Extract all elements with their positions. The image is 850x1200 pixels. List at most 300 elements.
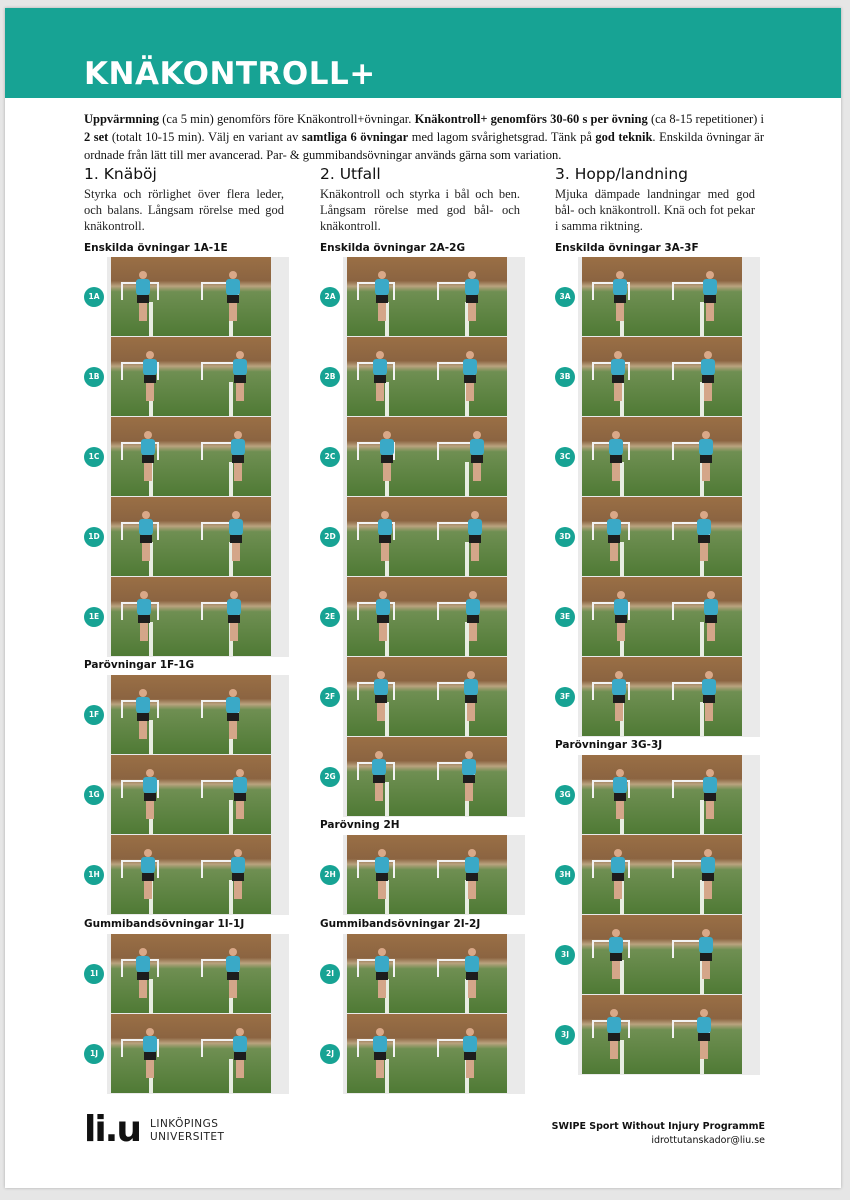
athlete-shorts: [227, 972, 239, 980]
athlete-shorts: [230, 535, 242, 543]
athlete-figure: [136, 591, 152, 641]
footer-contact: [525, 1120, 765, 1148]
athlete-figure: [698, 929, 714, 979]
athlete-legs: [236, 1060, 244, 1078]
exercise-photo: [582, 657, 662, 736]
exercise-photo: [347, 835, 427, 914]
exercise-badge: 1E: [84, 607, 104, 627]
section-label: Parövning 2H: [320, 819, 400, 831]
athlete-legs: [383, 463, 391, 481]
athlete-head: [146, 351, 154, 359]
athlete-figure: [613, 591, 629, 641]
exercise-row: [88, 755, 289, 834]
exercise-photo: [662, 995, 742, 1074]
athlete-shorts: [377, 615, 389, 623]
exercise-panel: [559, 257, 760, 737]
athlete-shorts: [137, 713, 149, 721]
athlete-shirt: [137, 599, 151, 615]
exercise-badge: 2C: [320, 447, 340, 467]
exercise-photo: [191, 755, 271, 834]
exercise-photo: [111, 934, 191, 1013]
column-description: Styrka och rörlighet över flera leder, och balans. Långsam rörelse med god knäkontroll.: [84, 187, 284, 233]
athlete-figure: [230, 431, 246, 481]
section-label: Parövningar 1F-1G: [84, 659, 195, 671]
athlete-shirt: [375, 279, 389, 295]
athlete-figure: [135, 948, 151, 998]
athlete-shirt: [611, 857, 625, 873]
athlete-head: [473, 431, 481, 439]
athlete-shorts: [232, 455, 244, 463]
athlete-shorts: [704, 793, 716, 801]
exercise-row: [560, 915, 760, 994]
exercise-row: [88, 835, 289, 914]
exercise-badge: 3D: [555, 527, 575, 547]
exercise-photo: [111, 257, 191, 336]
athlete-shirt: [375, 857, 389, 873]
exercise-photo: [191, 1014, 271, 1093]
athlete-legs: [615, 703, 623, 721]
intro-bold-7: samtliga 6 övningar: [301, 130, 409, 144]
exercise-row: [88, 417, 289, 496]
exercise-photo: [111, 417, 191, 496]
exercise-row: [324, 577, 525, 656]
university-logo: [84, 1109, 225, 1150]
exercise-row: [89, 934, 289, 1013]
athlete-figure: [374, 948, 390, 998]
exercise-photo: [582, 257, 662, 336]
exercise-photo: [427, 497, 507, 576]
athlete-legs: [469, 623, 477, 641]
athlete-shirt: [376, 599, 390, 615]
athlete-shirt: [470, 439, 484, 455]
athlete-shorts: [700, 953, 712, 961]
athlete-shirt: [231, 857, 245, 873]
athlete-shorts: [698, 1033, 710, 1041]
athlete-legs: [378, 980, 386, 998]
athlete-legs: [468, 881, 476, 899]
athlete-figure: [462, 1028, 478, 1078]
athlete-shorts: [463, 775, 475, 783]
athlete-figure: [232, 769, 248, 819]
athlete-figure: [612, 271, 628, 321]
athlete-figure: [610, 351, 626, 401]
exercise-photo: [111, 497, 191, 576]
exercise-badge: 2G: [320, 767, 340, 787]
athlete-legs: [139, 721, 147, 739]
section-label: Enskilda övningar 1A-1E: [84, 242, 228, 254]
exercise-badge: 3F: [555, 687, 575, 707]
athlete-shorts: [610, 455, 622, 463]
athlete-figure: [700, 849, 716, 899]
athlete-figure: [379, 431, 395, 481]
athlete-legs: [468, 303, 476, 321]
athlete-shirt: [466, 599, 480, 615]
exercise-photo: [662, 337, 742, 416]
exercise-photo: [582, 995, 662, 1074]
exercise-badge: 3I: [555, 945, 575, 965]
athlete-head: [230, 591, 238, 599]
exercise-photo: [582, 915, 662, 994]
athlete-head: [610, 511, 618, 519]
athlete-figure: [140, 431, 156, 481]
athlete-legs: [617, 623, 625, 641]
athlete-head: [702, 929, 710, 937]
athlete-figure: [696, 511, 712, 561]
athlete-shorts: [610, 953, 622, 961]
intro-bold-1: Uppvärmning: [84, 112, 160, 126]
exercise-photo: [582, 577, 662, 656]
athlete-shirt: [380, 439, 394, 455]
athlete-legs: [616, 303, 624, 321]
exercise-photo: [111, 337, 191, 416]
athlete-head: [468, 849, 476, 857]
athlete-figure: [232, 351, 248, 401]
athlete-legs: [146, 801, 154, 819]
athlete-figure: [702, 769, 718, 819]
athlete-shorts: [612, 375, 624, 383]
athlete-head: [469, 591, 477, 599]
athlete-legs: [466, 383, 474, 401]
athlete-legs: [706, 303, 714, 321]
exercise-photo: [347, 497, 427, 576]
exercise-badge: 3A: [555, 287, 575, 307]
exercise-badge: 1D: [84, 527, 104, 547]
athlete-figure: [225, 948, 241, 998]
athlete-head: [707, 591, 715, 599]
logo-line-1: LINKÖPINGS: [150, 1118, 219, 1130]
exercise-photo: [191, 835, 271, 914]
athlete-figure: [612, 769, 628, 819]
athlete-head: [378, 271, 386, 279]
exercise-photo: [662, 577, 742, 656]
athlete-legs: [471, 543, 479, 561]
column-description: Knäkontroll och styrka i bål och ben. Långsam rörelse med god bål- och knäkontroll.: [320, 187, 520, 233]
athlete-shirt: [136, 697, 150, 713]
athlete-legs: [379, 623, 387, 641]
athlete-figure: [375, 591, 391, 641]
athlete-shirt: [468, 519, 482, 535]
athlete-shirt: [609, 439, 623, 455]
exercise-badge: 1C: [84, 447, 104, 467]
athlete-head: [139, 689, 147, 697]
athlete-figure: [469, 431, 485, 481]
athlete-shorts: [614, 793, 626, 801]
athlete-shorts: [702, 375, 714, 383]
athlete-shirt: [463, 359, 477, 375]
exercise-row: [559, 337, 760, 416]
athlete-shirt: [699, 439, 713, 455]
exercise-photo: [582, 337, 662, 416]
athlete-head: [144, 849, 152, 857]
athlete-figure: [700, 351, 716, 401]
exercise-row: [559, 417, 760, 496]
athlete-shirt: [701, 857, 715, 873]
athlete-head: [378, 849, 386, 857]
athlete-legs: [700, 543, 708, 561]
exercise-photo: [191, 577, 271, 656]
athlete-shirt: [463, 1036, 477, 1052]
athlete-shirt: [226, 956, 240, 972]
athlete-figure: [696, 1009, 712, 1059]
exercise-photo: [427, 577, 507, 656]
athlete-figure: [465, 591, 481, 641]
athlete-head: [706, 271, 714, 279]
athlete-head: [702, 431, 710, 439]
column-title: 1. Knäböj: [84, 165, 157, 183]
athlete-shirt: [233, 1036, 247, 1052]
athlete-legs: [375, 783, 383, 801]
athlete-legs: [705, 703, 713, 721]
exercise-photo: [662, 417, 742, 496]
athlete-head: [142, 511, 150, 519]
athlete-head: [234, 431, 242, 439]
athlete-legs: [381, 543, 389, 561]
exercise-badge: 1G: [84, 785, 104, 805]
exercise-badge: 2B: [320, 367, 340, 387]
athlete-legs: [144, 463, 152, 481]
athlete-legs: [704, 383, 712, 401]
exercise-photo: [427, 1014, 507, 1093]
athlete-shorts: [469, 535, 481, 543]
athlete-legs: [610, 1041, 618, 1059]
column-description: Mjuka dämpade landningar med god bål- och knäkontroll. Knä och fot pekar i samma riktning.: [555, 187, 755, 233]
exercise-photo: [111, 675, 191, 754]
athlete-shirt: [699, 937, 713, 953]
athlete-shorts: [466, 873, 478, 881]
athlete-figure: [228, 511, 244, 561]
exercise-row: [324, 835, 525, 914]
athlete-head: [614, 351, 622, 359]
intro-text-4: (ca 8-15 repetitioner) i: [647, 112, 765, 126]
exercise-panel: [88, 675, 289, 915]
athlete-shorts: [234, 375, 246, 383]
athlete-shirt: [703, 777, 717, 793]
exercise-row: [559, 577, 760, 656]
athlete-shorts: [466, 295, 478, 303]
athlete-head: [468, 948, 476, 956]
athlete-shorts: [374, 375, 386, 383]
athlete-head: [610, 1009, 618, 1017]
athlete-head: [232, 511, 240, 519]
intro-text-8: med lagom svårighetsgrad. Tänk på: [408, 130, 596, 144]
athlete-shirt: [373, 1036, 387, 1052]
athlete-shirt: [233, 359, 247, 375]
athlete-legs: [707, 623, 715, 641]
exercise-row: [324, 337, 525, 416]
exercise-row: [324, 257, 525, 336]
athlete-figure: [230, 849, 246, 899]
athlete-figure: [373, 671, 389, 721]
athlete-shirt: [136, 956, 150, 972]
athlete-head: [377, 671, 385, 679]
athlete-head: [616, 271, 624, 279]
program-name: SWIPE Sport Without Injury ProgrammE: [551, 1121, 765, 1132]
athlete-shorts: [234, 1052, 246, 1060]
exercise-photo: [662, 755, 742, 834]
athlete-shirt: [613, 279, 627, 295]
athlete-figure: [226, 591, 242, 641]
athlete-figure: [372, 351, 388, 401]
athlete-shirt: [613, 777, 627, 793]
exercise-panel: [88, 257, 289, 657]
athlete-legs: [467, 703, 475, 721]
athlete-head: [705, 671, 713, 679]
exercise-badge: 2E: [320, 607, 340, 627]
athlete-legs: [232, 543, 240, 561]
athlete-head: [378, 948, 386, 956]
athlete-head: [700, 1009, 708, 1017]
exercise-row: [559, 497, 760, 576]
athlete-shorts: [608, 535, 620, 543]
athlete-legs: [473, 463, 481, 481]
athlete-shirt: [465, 857, 479, 873]
athlete-figure: [464, 849, 480, 899]
athlete-shorts: [144, 375, 156, 383]
exercise-row: [88, 257, 289, 336]
exercise-row: [324, 657, 525, 736]
athlete-shorts: [471, 455, 483, 463]
exercise-photo: [662, 497, 742, 576]
athlete-shirt: [702, 679, 716, 695]
athlete-legs: [612, 463, 620, 481]
exercise-row: [559, 835, 760, 914]
exercise-badge: 3E: [555, 607, 575, 627]
athlete-figure: [138, 511, 154, 561]
exercise-panel: [325, 934, 525, 1094]
exercise-photo: [662, 835, 742, 914]
athlete-head: [379, 591, 387, 599]
athlete-legs: [142, 543, 150, 561]
athlete-legs: [234, 463, 242, 481]
exercise-photo: [427, 657, 507, 736]
athlete-shorts: [140, 535, 152, 543]
athlete-shirt: [141, 439, 155, 455]
exercise-badge: 1B: [84, 367, 104, 387]
athlete-figure: [374, 849, 390, 899]
athlete-head: [617, 591, 625, 599]
athlete-shorts: [612, 873, 624, 881]
exercise-photo: [111, 835, 191, 914]
athlete-shorts: [465, 695, 477, 703]
athlete-shorts: [138, 615, 150, 623]
exercise-row: [559, 657, 760, 736]
athlete-head: [376, 351, 384, 359]
exercise-badge: 3B: [555, 367, 575, 387]
athlete-figure: [371, 751, 387, 801]
athlete-shorts: [137, 972, 149, 980]
athlete-legs: [378, 881, 386, 899]
exercise-row: [325, 1014, 525, 1093]
athlete-legs: [236, 801, 244, 819]
exercise-badge: 2J: [320, 1044, 340, 1064]
athlete-head: [236, 769, 244, 777]
athlete-legs: [616, 801, 624, 819]
exercise-photo: [191, 934, 271, 1013]
exercise-badge: 3C: [555, 447, 575, 467]
exercise-badge: 3J: [555, 1025, 575, 1045]
athlete-figure: [463, 671, 479, 721]
exercise-row: [324, 417, 525, 496]
section-label: Gummibandsövningar 1I-1J: [84, 918, 245, 930]
athlete-legs: [466, 1060, 474, 1078]
athlete-legs: [465, 783, 473, 801]
logo-wordmark: [150, 1118, 224, 1144]
exercise-photo: [191, 257, 271, 336]
athlete-shorts: [376, 295, 388, 303]
athlete-figure: [377, 511, 393, 561]
exercise-panel: [324, 835, 525, 915]
page-title: KNÄKONTROLL+: [84, 56, 376, 92]
contact-email: idrottutanskador@liu.se: [651, 1135, 765, 1146]
athlete-legs: [378, 303, 386, 321]
athlete-shirt: [143, 1036, 157, 1052]
athlete-legs: [376, 1060, 384, 1078]
athlete-shorts: [379, 535, 391, 543]
exercise-row: [559, 755, 760, 834]
athlete-legs: [376, 383, 384, 401]
exercise-photo: [347, 577, 427, 656]
athlete-shirt: [141, 857, 155, 873]
athlete-shirt: [143, 359, 157, 375]
exercise-row: [325, 934, 525, 1013]
column-title: 2. Utfall: [320, 165, 381, 183]
athlete-shorts: [232, 873, 244, 881]
athlete-shirt: [612, 679, 626, 695]
intro-text-6: (totalt 10-15 min). Välj en variant av: [108, 130, 302, 144]
exercise-badge: 3H: [555, 865, 575, 885]
athlete-shirt: [465, 956, 479, 972]
athlete-head: [140, 591, 148, 599]
athlete-figure: [606, 1009, 622, 1059]
exercise-row: [88, 497, 289, 576]
athlete-shirt: [614, 599, 628, 615]
exercise-photo: [191, 675, 271, 754]
intro-bold-9: god teknik: [595, 130, 653, 144]
athlete-head: [146, 769, 154, 777]
section-label: Enskilda övningar 2A-2G: [320, 242, 466, 254]
athlete-legs: [229, 721, 237, 739]
athlete-head: [139, 271, 147, 279]
athlete-shorts: [234, 793, 246, 801]
athlete-shirt: [607, 519, 621, 535]
athlete-shorts: [704, 295, 716, 303]
athlete-legs: [377, 703, 385, 721]
athlete-legs: [229, 303, 237, 321]
athlete-figure: [374, 271, 390, 321]
athlete-legs: [704, 881, 712, 899]
athlete-legs: [706, 801, 714, 819]
athlete-figure: [702, 271, 718, 321]
athlete-shorts: [144, 1052, 156, 1060]
intro-text-10: . Enskilda övningar är ordnade från lätt till mer avancerad. Par- & gummibandsövningar används gärna som variation.: [84, 130, 764, 162]
athlete-figure: [701, 671, 717, 721]
athlete-shirt: [378, 519, 392, 535]
exercise-photo: [111, 1014, 191, 1093]
athlete-shirt: [226, 279, 240, 295]
athlete-head: [704, 849, 712, 857]
athlete-figure: [698, 431, 714, 481]
athlete-shirt: [607, 1017, 621, 1033]
athlete-shorts: [374, 1052, 386, 1060]
athlete-shirt: [143, 777, 157, 793]
athlete-legs: [702, 463, 710, 481]
athlete-head: [466, 351, 474, 359]
athlete-figure: [232, 1028, 248, 1078]
athlete-figure: [464, 271, 480, 321]
exercise-photo: [111, 755, 191, 834]
exercise-panel: [324, 257, 525, 817]
athlete-figure: [142, 769, 158, 819]
